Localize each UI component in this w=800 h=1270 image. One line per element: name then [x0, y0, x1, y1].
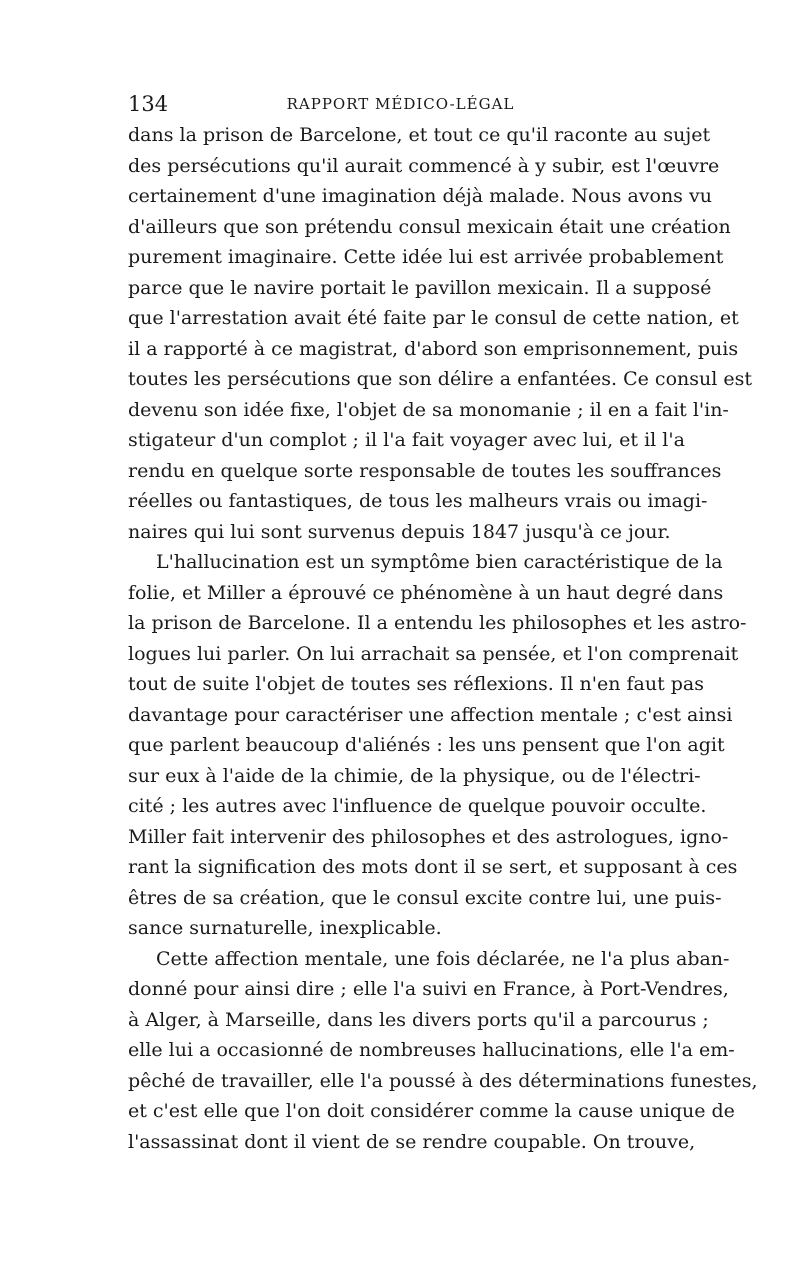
text-line: à Alger, à Marseille, dans les divers ports qu'il a parcourus ; — [128, 1008, 709, 1031]
text-line: Cette affection mentale, une fois déclarée, ne l'a plus aban- — [156, 947, 730, 970]
text-line: certainement d'une imagination déjà malade. Nous avons vu — [128, 185, 712, 207]
text-line: folie, et Miller a éprouvé ce phénomène à un haut degré dans — [128, 581, 724, 604]
text-line: cité ; les autres avec l'influence de quelque pouvoir occulte. — [128, 795, 707, 817]
text-line: dans la prison de Barcelone, et tout ce qu'il raconte au sujet — [128, 124, 711, 146]
text-line: sance surnaturelle, inexplicable. — [128, 917, 442, 939]
text-line: parce que le navire portait le pavillon mexicain. Il a supposé — [128, 276, 712, 299]
text-line: rant la signification des mots dont il se sert, et supposant à ces — [128, 856, 738, 878]
text-line: L'hallucination est un symptôme bien caractéristique de la — [156, 551, 723, 573]
running-head — [128, 92, 673, 116]
text-line: naires qui lui sont survenus depuis 1847 jusqu'à ce jour. — [128, 520, 671, 543]
text-line: Miller fait intervenir des philosophes et des astrologues, igno- — [128, 825, 729, 848]
text-line: donné pour ainsi dire ; elle l'a suivi en France, à Port-Vendres, — [128, 978, 729, 1000]
running-title: RAPPORT MÉDICO-LÉGAL — [286, 95, 515, 113]
text-line: davantage pour caractériser une affection mentale ; c'est ainsi — [128, 703, 733, 726]
text-line: pêché de travailler, elle l'a poussé à des déterminations funestes, — [128, 1069, 758, 1092]
text-line: tout de suite l'objet de toutes ses réflexions. Il n'en faut pas — [128, 673, 704, 695]
text-line: logues lui parler. On lui arrachait sa pensée, et l'on comprenait — [128, 642, 739, 665]
text-line: et c'est elle que l'on doit considérer comme la cause unique de — [128, 1100, 735, 1122]
text-line: d'ailleurs que son prétendu consul mexicain était une création — [128, 215, 731, 238]
text-line: que l'arrestation avait été faite par le consul de cette nation, et — [128, 307, 739, 329]
text-line: devenu son idée fixe, l'objet de sa monomanie ; il en a fait l'in- — [128, 398, 729, 421]
text-line: purement imaginaire. Cette idée lui est arrivée probablement — [128, 246, 724, 268]
body-text — [128, 120, 758, 1157]
text-line: stigateur d'un complot ; il l'a fait voyager avec lui, et il l'a — [128, 429, 685, 451]
text-line: toutes les persécutions que son délire a enfantées. Ce consul est — [128, 368, 752, 390]
text-line: réelles ou fantastiques, de tous les malheurs vrais ou imagi- — [128, 490, 708, 512]
text-line: des persécutions qu'il aurait commencé à y subir, est l'œuvre — [128, 154, 720, 177]
text-line: êtres de sa création, que le consul excite contre lui, une puis- — [128, 886, 722, 909]
text-line: elle lui a occasionné de nombreuses hallucinations, elle l'a em- — [128, 1039, 735, 1061]
text-line: rendu en quelque sorte responsable de toutes les souffrances — [128, 459, 722, 482]
text-line: la prison de Barcelone. Il a entendu les philosophes et les astro- — [128, 612, 747, 634]
page-number: 134 — [128, 92, 169, 116]
text-line: l'assassinat dont il vient de se rendre coupable. On trouve, — [128, 1130, 696, 1153]
text-line: que parlent beaucoup d'aliénés : les uns pensent que l'on agit — [128, 734, 725, 756]
text-line: il a rapporté à ce magistrat, d'abord son emprisonnement, puis — [128, 337, 739, 360]
text-line: sur eux à l'aide de la chimie, de la physique, ou de l'électri- — [128, 764, 701, 787]
